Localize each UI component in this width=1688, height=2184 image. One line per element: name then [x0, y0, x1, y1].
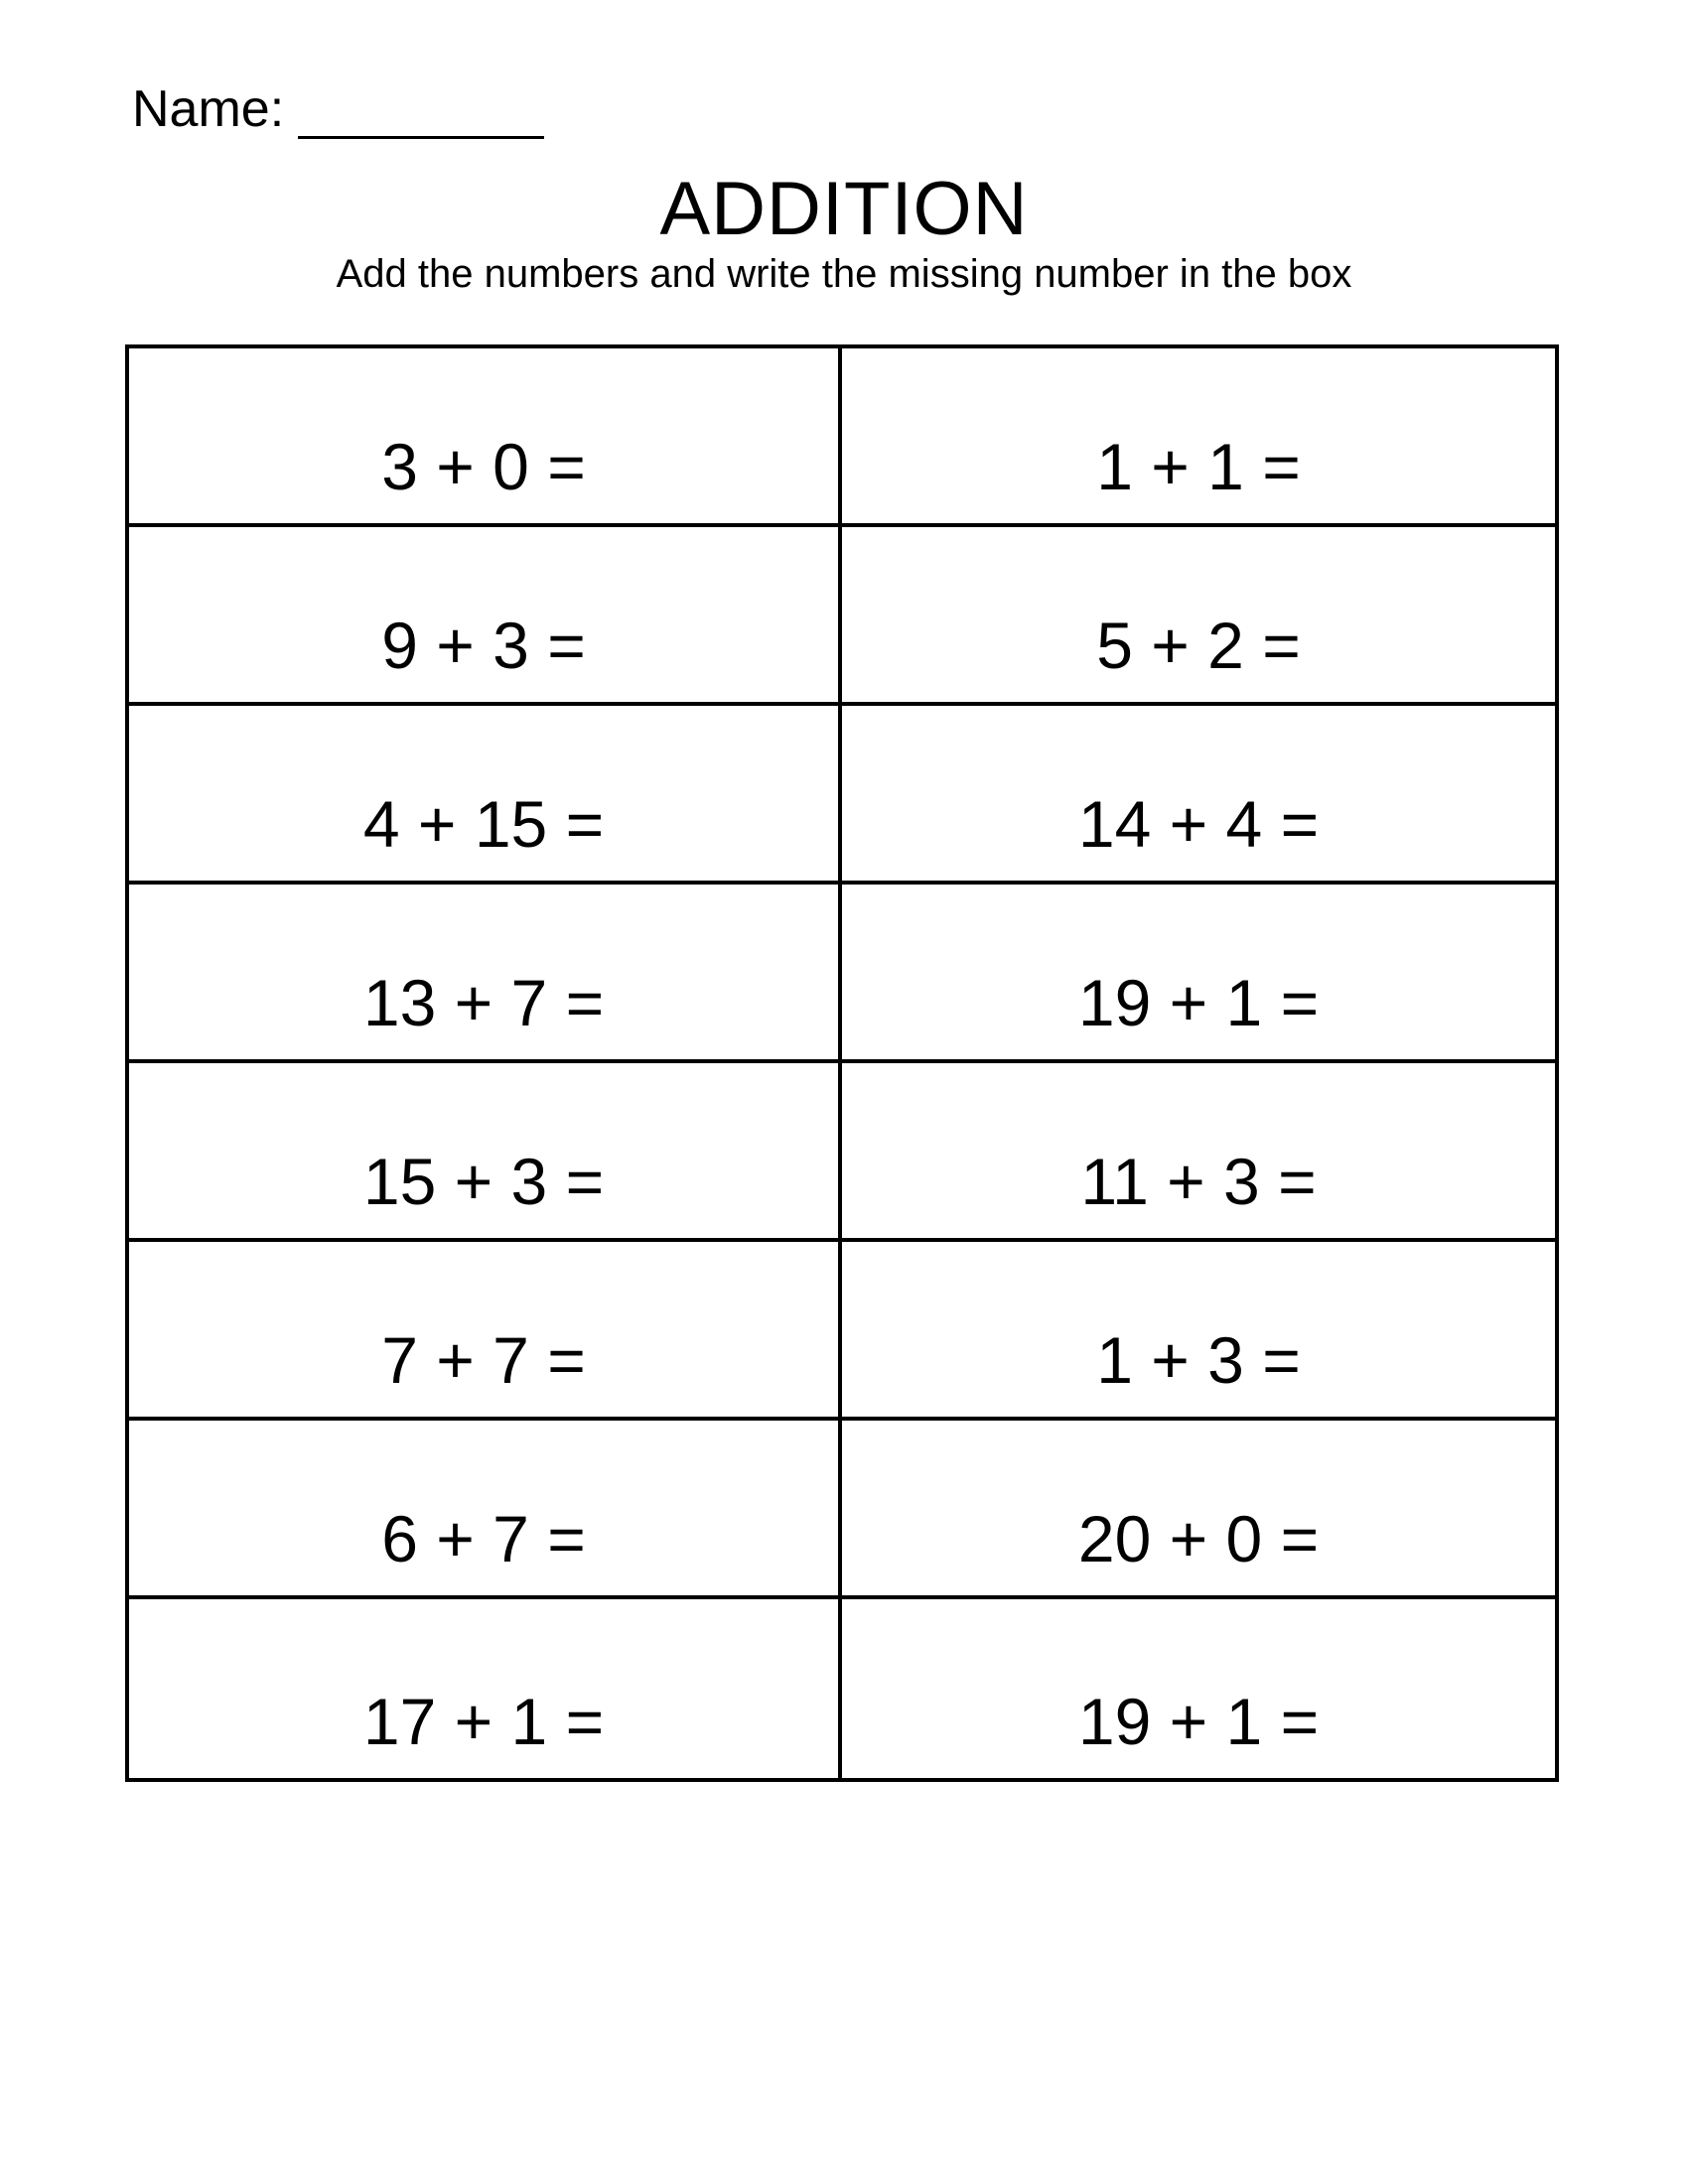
problem-cell[interactable]: 1 + 1 =: [842, 348, 1555, 527]
name-label: Name:: [132, 80, 285, 138]
problem-cell[interactable]: 19 + 1 =: [1077, 1685, 1320, 1758]
problem-cell[interactable]: 5 + 2 =: [842, 527, 1555, 706]
problem-cell[interactable]: 20 + 0 =: [842, 1421, 1555, 1599]
problem-cell[interactable]: 13 + 7 =: [129, 885, 842, 1063]
name-field: [132, 79, 544, 139]
problem-cell[interactable]: 19 + 1 =: [842, 885, 1555, 1063]
problem-cell[interactable]: 14 + 4 =: [842, 706, 1555, 885]
problem-cell[interactable]: 6 + 7 =: [129, 1421, 842, 1599]
page-title: ADDITION: [659, 167, 1029, 251]
problems-grid: [125, 344, 1559, 1782]
problem-cell[interactable]: 17 + 1 =: [129, 1599, 842, 1778]
problem-cell[interactable]: 3 + 0 =: [129, 348, 842, 527]
problem-cell[interactable]: 4 + 15 =: [129, 706, 842, 885]
instructions-text: Add the numbers and write the missing number in the box: [336, 252, 1352, 296]
problem-cell[interactable]: 15 + 3 =: [129, 1063, 842, 1242]
problem-cell[interactable]: 1 + 3 =: [842, 1242, 1555, 1421]
problem-cell[interactable]: 11 + 3 =: [842, 1063, 1555, 1242]
problem-cell[interactable]: 9 + 3 =: [129, 527, 842, 706]
problem-cell[interactable]: 7 + 7 =: [129, 1242, 842, 1421]
name-blank-line[interactable]: [298, 82, 544, 139]
